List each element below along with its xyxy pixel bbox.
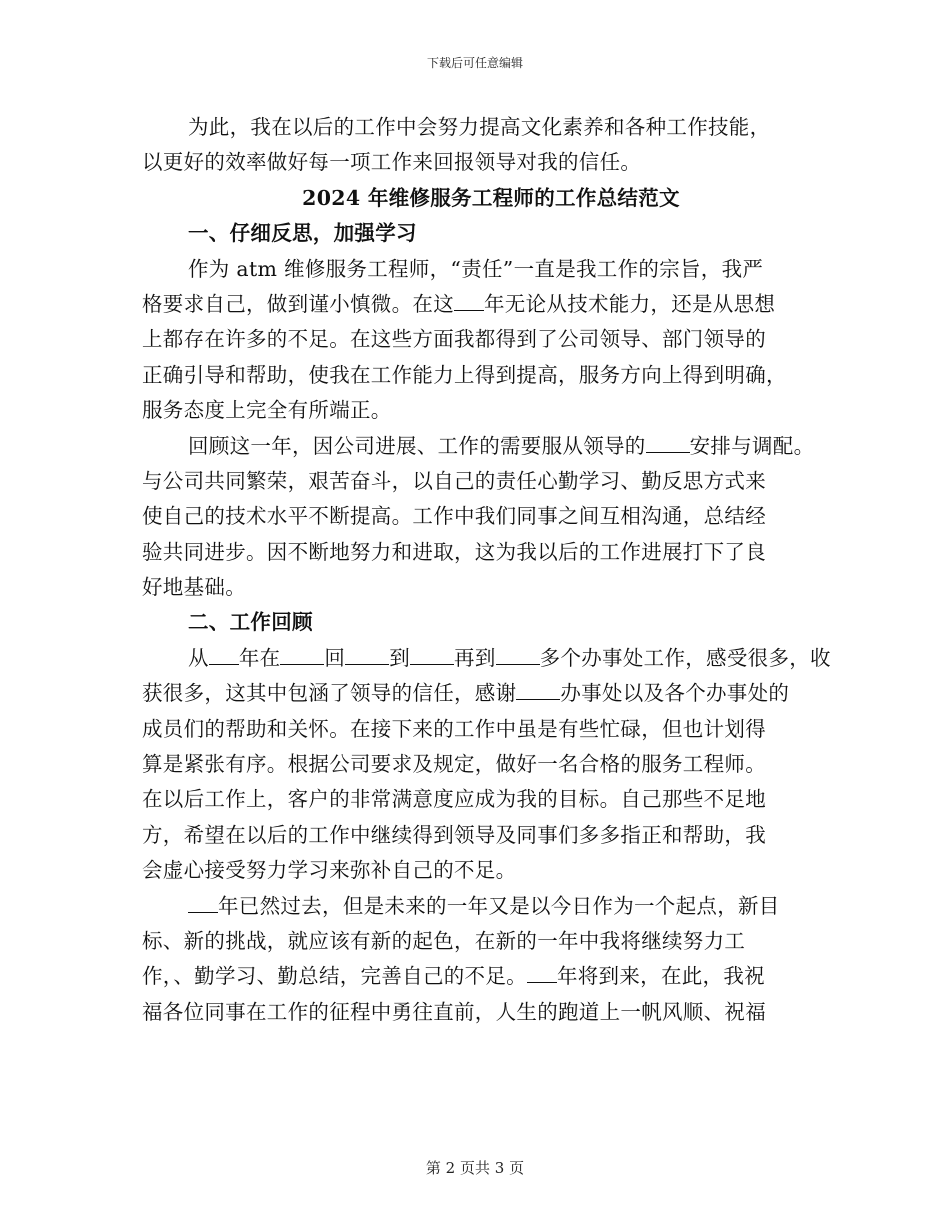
fill-blank <box>410 646 454 665</box>
paragraph-line: 在以后工作上，客户的非常满意度应成为我的目标。自己那些不足地 <box>142 787 766 812</box>
paragraph-line: 格要求自己，做到谨小慎微。在这 年无论从技术能力，还是从思想 <box>142 291 776 316</box>
section-heading: 一、仔细反思，加强学习 <box>188 221 417 246</box>
paragraph-line: 方，希望在以后的工作中继续得到领导及同事们多多指正和帮助，我 <box>142 822 766 847</box>
paragraph-line: 作为 atm 维修服务工程师，“责任”一直是我工作的宗旨，我严 <box>188 256 764 281</box>
paragraph-line: 使自己的技术水平不断提高。工作中我们同事之间互相沟通，总结经 <box>142 504 766 529</box>
paragraph-line: 与公司共同繁荣，艰苦奋斗，以自己的责任心勤学习、勤反思方式来 <box>142 468 766 493</box>
fill-blank <box>345 646 389 665</box>
paragraph-line: 成员们的帮助和关怀。在接下来的工作中虽是有些忙碌，但也计划得 <box>142 716 766 741</box>
paragraph-line: 会虚心接受努力学习来弥补自己的不足。 <box>142 858 517 883</box>
document-title: 2024 年维修服务工程师的工作总结范文 <box>302 185 680 210</box>
paragraph-line: 作，、勤学习、勤总结，完善自己的不足。 年将到来，在此，我祝 <box>142 964 765 989</box>
fill-blank <box>516 681 560 700</box>
fill-blank <box>280 646 324 665</box>
paragraph-line: 标、新的挑战，就应该有新的起色，在新的一年中我将继续努力工 <box>142 928 746 953</box>
fill-blank <box>496 646 540 665</box>
paragraph-line: 获很多，这其中包涵了领导的信任，感谢 办事处以及各个办事处的 <box>142 681 790 706</box>
section-heading: 二、工作回顾 <box>188 610 313 635</box>
fill-blank <box>454 292 484 311</box>
fill-blank <box>188 894 218 913</box>
paragraph-line: 从 年在 回 到 再到 多个办事处工作，感受很多，收 <box>188 645 831 670</box>
paragraph-line: 年已然过去，但是未来的一年又是以今日作为一个起点，新目 <box>142 889 802 924</box>
page-footer: 第 2 页共 3 页 <box>425 1159 525 1177</box>
document-body <box>142 110 831 1030</box>
paragraph-line: 以更好的效率做好每一项工作来回报领导对我的信任。 <box>142 150 642 175</box>
paragraph-line: 为此，我在以后的工作中会努力提高文化素养和各种工作技能， <box>188 115 771 139</box>
paragraph-line: 服务态度上完全有所端正。 <box>142 398 392 423</box>
paragraph-line: 回顾这一年，因公司进展、工作的需要服从领导的 安排与调配。 <box>188 433 815 458</box>
paragraph-line: 好地基础。 <box>142 575 246 600</box>
paragraph-line: 算是紧张有序。根据公司要求及规定，做好一名合格的服务工程师。 <box>142 752 766 777</box>
paragraph-line: 验共同进步。因不断地努力和进取，这为我以后的工作进展打下了良 <box>142 539 766 564</box>
fill-blank <box>527 964 557 983</box>
fill-blank <box>646 434 690 453</box>
paragraph-line: 福各位同事在工作的征程中勇往直前，人生的跑道上一帆风顺、祝福 <box>142 999 766 1024</box>
paragraph-line: 正确引导和帮助，使我在工作能力上得到提高，服务方向上得到明确， <box>142 362 787 387</box>
fill-blank <box>209 646 239 665</box>
paragraph-line: 上都存在许多的不足。在这些方面我都得到了公司领导、部门领导的 <box>142 327 766 352</box>
page-header: 下载后可任意编辑 <box>426 56 523 70</box>
